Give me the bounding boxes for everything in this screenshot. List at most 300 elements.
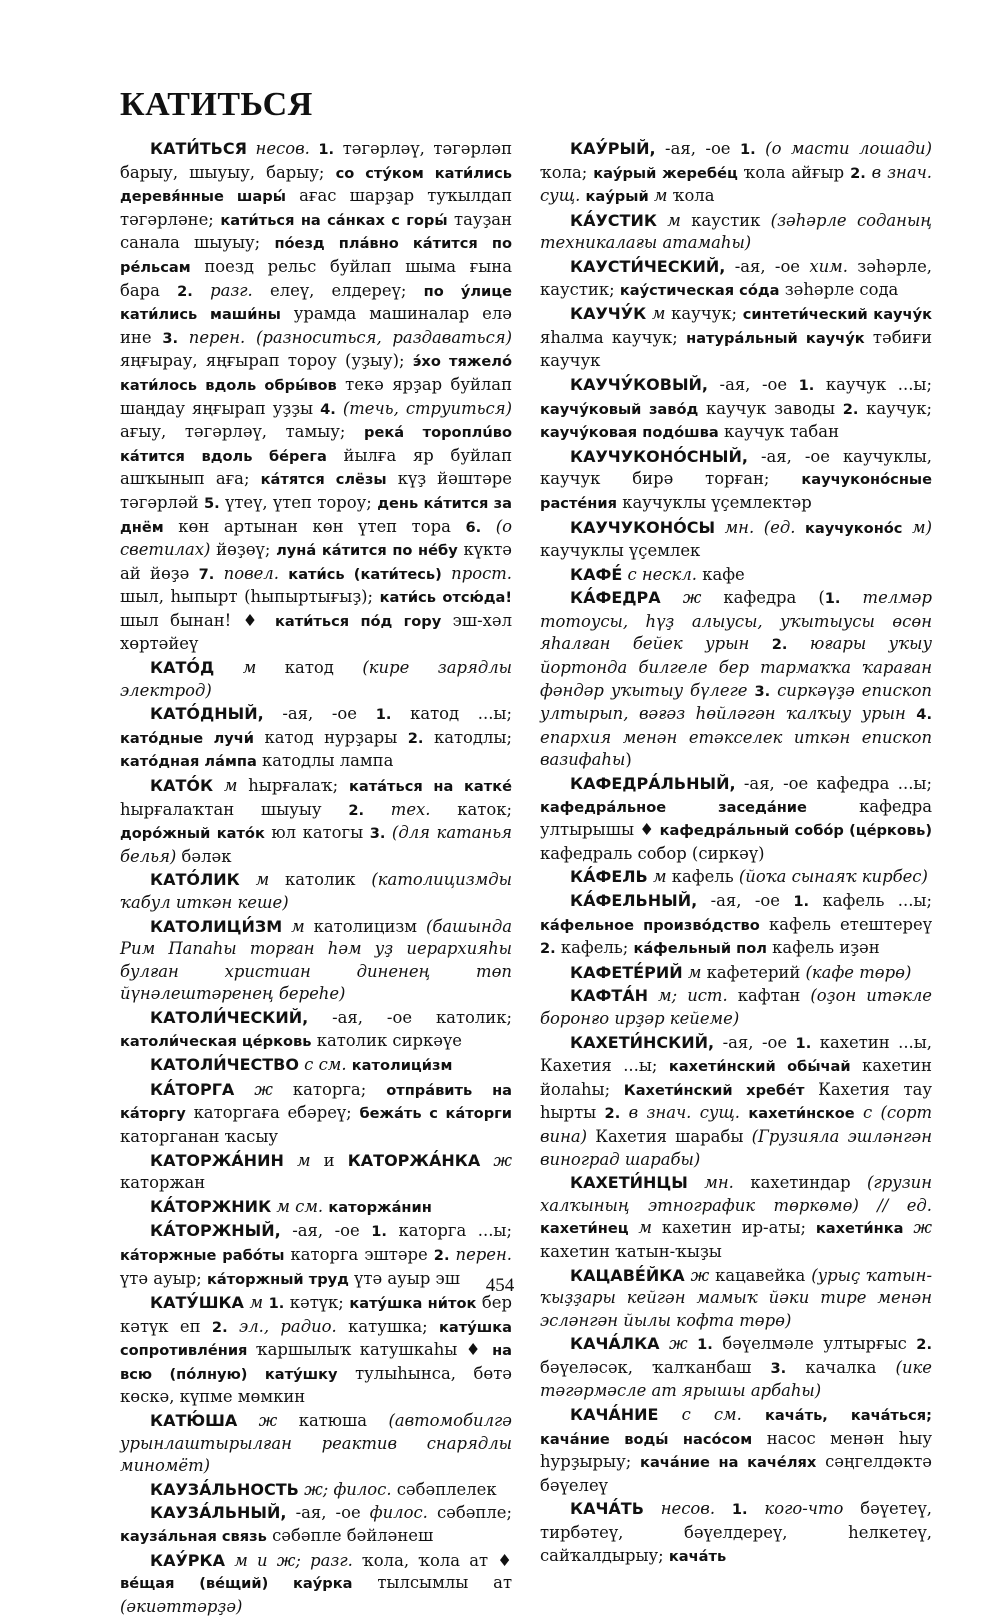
headword: КАТЮ́ША (150, 1411, 238, 1431)
italic-note: (башында Рим Папаһы торған һәм уҙ иерархияһы булған христиан диненең төп йүнәлештәренең береһе) (120, 916, 512, 1004)
text-run: кафель иҙән (766, 938, 880, 958)
bold-phrase: по у́лице кати́лись маши́ны (120, 282, 512, 324)
bold-phrase: день ка́тится за днём (120, 494, 512, 536)
text-run: бәүелмәле ултырғыс (712, 1334, 917, 1354)
italic-note: в знач. сущ. (620, 1103, 741, 1123)
text-run: ҡола; (540, 162, 594, 182)
headword: КАУЧУ́КОВЫЙ, (570, 374, 708, 394)
bold-phrase: кафедра́льное заседа́ние (540, 798, 807, 816)
text-run: бер кәтүк еп (120, 1293, 512, 1336)
text-run: бәләк (176, 846, 232, 866)
dictionary-entry (120, 138, 512, 656)
text-run: -ая, -ое (697, 891, 794, 910)
text-run: -ая, -ое (707, 374, 799, 394)
italic-note: филос. (369, 1503, 428, 1523)
dictionary-entry (120, 1079, 512, 1149)
text-run: каустик (680, 210, 771, 230)
headword: КАТОЛИ́ЧЕСКИЙ, (150, 1007, 309, 1027)
headword: КАТУ́ШКА (150, 1293, 244, 1313)
dictionary-entry (120, 1196, 512, 1220)
text-run: ҡола айғыр (737, 162, 851, 182)
text-run: каучук ...ы; (814, 374, 932, 394)
dictionary-entry (120, 775, 512, 868)
bold-phrase: 3. (770, 1359, 787, 1377)
headword: КАТОРЖА́НКА (347, 1150, 481, 1170)
headword: КАУ́РКА (150, 1550, 225, 1570)
bold-phrase: 1. (793, 893, 810, 910)
bold-phrase: 2. (211, 1318, 228, 1336)
headword: КАУЧУКОНО́СЫ (570, 517, 716, 537)
dictionary-entry (120, 1007, 512, 1053)
headword: КАЦАВЕ́ЙКА (570, 1265, 685, 1285)
italic-note: м; ист. (648, 986, 728, 1006)
bold-phrase: ката́ться на катке́ (348, 778, 512, 796)
headword: КАТО́К (150, 776, 214, 796)
dictionary-entry (120, 1410, 512, 1478)
bold-phrase: кача́ние на каче́лях (640, 1454, 817, 1472)
headword: КА́УСТИК (570, 210, 657, 230)
italic-note: м (647, 867, 667, 887)
bold-phrase: 1. (731, 1501, 748, 1519)
bold-phrase: като́дная ла́мпа (120, 753, 257, 771)
bold-phrase: 4. (320, 400, 336, 418)
italic-note: (кире зарядлы электрод) (120, 658, 512, 700)
text-run: -ая, -ое (655, 139, 740, 158)
headword: КАТОЛИ́ЧЕСТВО (150, 1055, 299, 1075)
bold-phrase: кача́ть (668, 1547, 727, 1565)
text-run: тулыһынса, бөтә көскә, күпме мөмкин (120, 1363, 512, 1407)
text-run: текә ярҙар буйлап шаңдау яңғырап уҙҙы (120, 374, 512, 418)
dictionary-entry (540, 587, 932, 772)
italic-note: (әкиәттәрҙә) (120, 1596, 243, 1616)
bold-phrase: 2. (916, 1336, 932, 1354)
dictionary-entry (540, 866, 932, 889)
headword: КАФЕТЕ́РИЙ (570, 962, 683, 982)
bold-phrase: кати́ться по́д гору (275, 612, 442, 630)
bold-phrase: 3. (754, 682, 771, 700)
text-run: кахетин ...ы, Кахетия ...ы; (540, 1032, 932, 1076)
dictionary-entry (120, 1502, 512, 1548)
text-run: каторга ...ы; (386, 1221, 513, 1241)
bold-phrase: ка́фельный пол (633, 940, 767, 958)
bold-phrase: бежа́ть с ка́торги (359, 1105, 513, 1123)
bold-phrase: э́хо тяжело́ кати́лось вдоль обры́вов (120, 353, 512, 394)
headword: КАФТА́Н (570, 986, 649, 1006)
dictionary-entry (120, 1292, 512, 1409)
headword: КАУЗА́ЛЬНЫЙ, (150, 1503, 287, 1523)
text-run: каучук табан (718, 422, 839, 442)
bold-phrase: 1. (795, 1034, 812, 1052)
italic-note: сиркәүҙә епископ ултырып, вәғәз һөйләгән ҡалҡыу урын (540, 680, 932, 724)
bold-phrase: 2. (771, 636, 788, 654)
text-run: кафедраль собор (сиркәү) (540, 843, 765, 863)
headword: КАТИ́ТЬСЯ (150, 139, 247, 158)
bold-phrase: кати́сь (кати́тесь) (288, 565, 442, 583)
text-run: кафель; (555, 938, 634, 958)
bold-phrase: луна́ ка́тится по не́бу (276, 542, 458, 560)
dictionary-entry (540, 1032, 932, 1172)
page-number: 454 (485, 1275, 515, 1296)
italic-note: м (656, 210, 681, 230)
italic-note: мн. (687, 1173, 734, 1193)
text-run (279, 564, 288, 583)
bold-phrase: 1. (375, 706, 392, 724)
text-run: катод ...ы; (391, 704, 512, 724)
headword: КАТО́Д (150, 658, 215, 678)
text-run: урамда машиналар елә ине (120, 304, 512, 347)
bold-phrase: кау́рый (585, 188, 649, 206)
text-run: сәбәпле; (427, 1503, 512, 1523)
bold-phrase: натура́льный каучу́к (686, 329, 865, 347)
bold-phrase: 2. (177, 282, 193, 300)
text-run: һырғалаҡ; (237, 776, 349, 796)
dictionary-entry (540, 1172, 932, 1263)
italic-note: (зәһәрле соданың техникалағы атамаһы) (540, 210, 932, 253)
headword: КАТО́ДНЫЙ, (150, 704, 264, 724)
dictionary-entry (540, 446, 932, 516)
text-run: елеү, елдереү; (252, 280, 424, 300)
headword: КАЧА́ЛКА (570, 1334, 660, 1354)
dictionary-entry (540, 1498, 932, 1568)
text-run: каучук; (858, 398, 933, 418)
italic-note: (грузин халҡының этнографик төркөмө) // ед. (540, 1173, 932, 1215)
bold-phrase: ка́фельное произво́дство (540, 916, 760, 934)
headword: КАЧА́ТЬ (570, 1499, 644, 1519)
text-run: католицизм (304, 916, 426, 936)
text-run: ) (625, 750, 632, 770)
italic-note: (йоҡа сынаяҡ кирбес) (738, 867, 928, 887)
headword: КАУЧУ́К (570, 304, 647, 324)
headword: КАХЕТИ́НЦЫ (570, 1173, 688, 1193)
text-run: и (310, 1150, 348, 1170)
headword: КА́ФЕЛЬНЫЙ, (570, 891, 698, 910)
left-column (120, 138, 512, 1619)
dictionary-entry (540, 985, 932, 1030)
headword: КА́ТОРГА (150, 1079, 235, 1099)
text-run: -ая, -ое (263, 704, 376, 724)
text-run: эш-хәл хөртәйеү (120, 610, 512, 654)
italic-note: (автомобилгә урынлаштырылған реактив снарядлы миномёт) (120, 1411, 512, 1476)
text-run: тауҙан санала шыуыу; (120, 209, 512, 253)
dictionary-entry (540, 773, 932, 865)
bold-phrase: кахети́нец (540, 1220, 629, 1238)
text-run: үтә ауыр; (120, 1268, 207, 1288)
text-run: каторгаға ебәреү; (185, 1103, 360, 1123)
bold-phrase: каучуконо́сные расте́ния (540, 471, 932, 512)
text-run: -ая, -ое каучуклы, каучук бирә торған; (540, 446, 932, 489)
italic-note: м (282, 916, 305, 936)
italic-note: юғары уҡыу йортонда билгеле бер тармаҡҡа ҡараған фәндәр уҡытыу бүлеге (540, 634, 933, 700)
bold-phrase: на всю (по́лную) кату́шку (120, 1342, 512, 1383)
bold-phrase: 5. (203, 494, 220, 512)
italic-note: ж (660, 588, 702, 608)
text-run: каучук заводы (698, 398, 843, 418)
text-run: күктә ай йөҙә (120, 540, 512, 583)
italic-note: с см. (658, 1405, 742, 1425)
italic-note: (кафе төрө) (805, 962, 912, 982)
headword: КАХЕТИ́НСКИЙ, (570, 1032, 715, 1052)
text-run: сәбәплелек (391, 1479, 497, 1499)
text-run: үтеү, үтеп тороу; (219, 492, 378, 512)
headword: КАТОРЖА́НИН (150, 1150, 284, 1170)
italic-note: м см. (271, 1196, 324, 1216)
text-run: кацавейка (709, 1265, 812, 1285)
text-run: тылсымлы ат (352, 1573, 513, 1593)
bold-phrase: кача́ть, кача́ться; кача́ние воды́ насо́сом (540, 1407, 932, 1448)
italic-note: тех. (364, 799, 431, 819)
text-run: кәтүк; (284, 1293, 350, 1313)
bold-phrase: синтети́ческий каучу́к (742, 306, 932, 324)
page-title: КАТИТЬСЯ (120, 86, 313, 123)
text-run: катодлы лампа (256, 751, 394, 771)
text-run: каторга эштәре (284, 1244, 434, 1264)
text-run: -ая, -ое (725, 256, 810, 276)
dictionary-entry (540, 1333, 932, 1403)
text-run: һырғалаҡтан шыуыу (120, 799, 349, 819)
bold-phrase: 2. (407, 729, 424, 747)
dictionary-entry (540, 564, 932, 587)
dictionary-entry (120, 657, 512, 702)
italic-note: (о масти лошади) (755, 139, 932, 158)
dictionary-entry (540, 210, 932, 255)
headword: КАТО́ЛИК (150, 870, 240, 890)
italic-note: ж (903, 1218, 932, 1238)
headword: КА́ФЕДРА (570, 588, 661, 608)
text-run: бәүеләсәк, ҡалҡанбаш (540, 1357, 771, 1377)
text-run: -ая, -ое кафедра ...ы; (735, 774, 932, 794)
italic-note: м (628, 1218, 653, 1238)
italic-note: ж (684, 1265, 710, 1285)
text-run: ағыу, тәгәрләү, тамыу; (120, 422, 365, 442)
bold-phrase: 1. (268, 1295, 285, 1313)
headword: КАФЕ́ (570, 564, 623, 584)
text-run: кафель ...ы; (809, 891, 932, 910)
text-run: шыл, һыпырт (һыпыртығыҙ); (120, 587, 380, 607)
text-run: күҙ йәштәре тәгәрләй (120, 469, 513, 512)
bold-phrase: 3. (162, 329, 179, 347)
headword: КА́ТОРЖНЫЙ, (150, 1221, 281, 1241)
italic-note: (течь, струиться) (335, 398, 512, 418)
text-run: үтә ауыр эш (348, 1268, 460, 1288)
bold-phrase: 2. (433, 1246, 450, 1264)
italic-note: ж (234, 1079, 273, 1099)
bold-phrase: отпра́вить на ка́торгу (120, 1081, 512, 1123)
italic-note: епархия менән етәкселек иткән епископ вазифаһы (540, 727, 932, 770)
italic-note: м (214, 658, 257, 678)
bold-phrase: каучу́ковая подо́шва (540, 424, 719, 442)
dictionary-entry (540, 303, 932, 373)
bold-phrase: кафедра́льный собо́р (це́рковь) (659, 822, 932, 840)
bold-phrase: ка́тятся слёзы (260, 471, 387, 489)
dictionary-entry (120, 1150, 512, 1195)
bold-phrase: 1. (371, 1223, 387, 1241)
dictionary-entry (120, 869, 512, 914)
bold-phrase: кахети́нское (748, 1105, 855, 1123)
text-run: католик (269, 870, 372, 890)
dictionary-entry (120, 916, 512, 1006)
italic-note: с см. (298, 1055, 347, 1075)
headword: КАФЕДРА́ЛЬНЫЙ, (570, 774, 736, 794)
italic-note: перен. (449, 1244, 512, 1264)
dictionary-entry (540, 1404, 932, 1497)
dictionary-entry (120, 1550, 512, 1619)
italic-note: повел. (214, 563, 279, 583)
text-run: катодлы; (423, 727, 512, 747)
italic-note: несов. (643, 1499, 716, 1519)
bold-phrase: кати́ться на са́нках с горы́ (220, 211, 448, 229)
italic-note: перен. (разноситься, раздаваться) (178, 327, 512, 347)
text-run: кафель (666, 867, 739, 887)
text-run: -ая, -ое католик; (308, 1007, 512, 1027)
bold-phrase: 2. (348, 801, 365, 819)
text-run: көн артынан көн үтеп тора (163, 516, 466, 536)
headword: КАЧА́НИЕ (570, 1405, 659, 1425)
italic-note: м (283, 1150, 311, 1170)
italic-note: (о светилах) (120, 516, 512, 560)
text-run: ҡола, ҡола ат ♦ (352, 1550, 513, 1570)
italic-note: (Грузияла эшләнгән виноград шарабы) (540, 1126, 932, 1169)
dictionary-entry (540, 374, 932, 445)
bold-phrase: като́дные лучи́ (120, 729, 255, 747)
bold-phrase: ка́торжные рабо́ты (120, 1246, 285, 1264)
text-run: кахетин ир-аты; (652, 1218, 816, 1238)
text-run: ағас шарҙар туҡылдап тәгәрләне; (120, 186, 513, 229)
bold-phrase: 2. (540, 940, 556, 958)
italic-note: м (213, 776, 238, 796)
text-run: яңғырау, яңғырап тороу (уҙыу); (120, 351, 413, 371)
text-run: сәбәпле бәйләнеш (266, 1526, 434, 1546)
text-run (688, 1334, 698, 1353)
text-run (715, 1499, 732, 1518)
bold-phrase: кату́шка ни́ток (349, 1295, 477, 1313)
italic-note: ж (237, 1411, 278, 1431)
text-run: катушка; (336, 1316, 440, 1336)
dictionary-entry (120, 703, 512, 774)
italic-note: (для катанья белья) (120, 823, 512, 866)
text-run: кафедра ултырышы ♦ (540, 796, 932, 840)
dictionary-entry (120, 1479, 512, 1502)
text-run: каторганан ҡасыу (120, 1126, 279, 1146)
text-run: йылға яр буйлап ашҡынып аға; (120, 445, 512, 489)
bold-phrase: кау́стическая со́да (619, 281, 780, 299)
text-run: кафетерий (701, 962, 806, 982)
italic-note: м (646, 304, 666, 324)
text-run: каучуклы үҫемлек (540, 541, 701, 561)
bold-phrase: 4. (916, 706, 932, 724)
italic-note: ж (659, 1334, 688, 1354)
text-run: тәгәрләү, тәгәрләп барыу, шыуыу, барыу; (120, 139, 512, 182)
bold-phrase: 1. (740, 141, 756, 158)
bold-phrase: Кахети́нский хребе́т (623, 1081, 805, 1099)
bold-phrase: каторжа́нин (328, 1198, 432, 1216)
text-run: яһалма каучук; (540, 327, 687, 347)
bold-phrase: католици́зм (351, 1057, 453, 1075)
bold-phrase: 2. (842, 400, 859, 418)
italic-note: телмәр тотоусы, һүҙ алыусы, уҡытыусы өсөн яһалған бейек урын (540, 588, 932, 654)
text-run: кафтан (727, 986, 811, 1006)
italic-note: ж; филос. (298, 1479, 392, 1499)
italic-note: разг. (192, 280, 253, 300)
bold-phrase: 7. (198, 565, 215, 583)
bold-phrase: кахети́нка (815, 1220, 904, 1238)
headword: КАУ́РЫЙ, (570, 139, 656, 158)
text-run: кахетиндар (733, 1173, 868, 1193)
italic-note: (урыҫ ҡатын-ҡыҙҙары кейгән мамыҡ йәки тире менән эсләнгән йылы кофта төрө) (540, 1265, 932, 1330)
italic-note: эл., радио. (227, 1316, 337, 1336)
bold-phrase: река́ тороплúво ка́тится вдоль бе́рега (120, 424, 512, 465)
dictionary-entry (120, 1054, 512, 1078)
text-run: кафель етештереү (759, 914, 932, 934)
bold-phrase: ве́щая (ве́щий) кау́рка (120, 1575, 353, 1593)
bold-phrase: по́езд пла́вно ка́тится по ре́льсам (120, 235, 512, 276)
text-run: сәңгелдәктә бәүелеү (540, 1452, 932, 1495)
bold-phrase: каучу́ковый заво́д (540, 400, 699, 418)
headword: КАУЗА́ЛЬНОСТЬ (150, 1479, 299, 1499)
text-run: каторга; (272, 1079, 387, 1099)
text-run: ҡола (667, 186, 715, 206)
dictionary-entry (540, 517, 932, 563)
dictionary-entry (540, 138, 932, 209)
text-run: каторжан (120, 1173, 206, 1193)
italic-note: м (648, 186, 668, 206)
text-run: тәбиғи каучук (540, 327, 932, 371)
bold-phrase: 1. (697, 1336, 713, 1354)
text-run: Кахетия тау һырты (540, 1079, 933, 1123)
bold-phrase: 2. (604, 1105, 621, 1123)
bold-phrase: кахети́нский обы́чай (668, 1058, 851, 1076)
italic-note: м (682, 962, 702, 982)
bold-phrase: кату́шка сопротивле́ния (120, 1318, 512, 1360)
text-run: насос менән һыу һурҙырыу; (540, 1428, 932, 1472)
text-run: католик сиркәүе (311, 1030, 462, 1050)
text-run: -ая, -ое (286, 1503, 370, 1523)
bold-phrase: доро́жный като́к (120, 825, 265, 843)
italic-note: кого-что (747, 1499, 844, 1519)
text-run: кафедра ( (701, 588, 825, 608)
bold-phrase: католи́ческая це́рковь (120, 1032, 312, 1050)
italic-note: в знач. сущ. (540, 162, 932, 206)
headword: КАТОЛИЦИ́ЗМ (150, 916, 283, 936)
text-run: кахетин йолаһы; (540, 1056, 932, 1099)
bold-phrase: каучуконо́с (804, 519, 903, 537)
right-column (540, 138, 932, 1569)
text-run: каток; (430, 799, 512, 819)
italic-note: с нескл. (622, 564, 697, 584)
bold-phrase: кати́сь отсю́да! (379, 589, 513, 607)
text-run: катод нурҙары (254, 727, 408, 747)
bold-phrase: со сту́ком кати́лись деревя́нные шары́ (120, 164, 512, 206)
text-run: каучук; (665, 304, 743, 324)
headword: КА́ФЕЛЬ (570, 867, 648, 887)
text-run: юл катогы (264, 823, 370, 843)
text-run: -ая, -ое (280, 1221, 372, 1241)
text-run: поезд рельс буйлап шыма ғына бара (120, 256, 512, 300)
text-run: качалка (786, 1357, 896, 1377)
text-run: ҡаршылыҡ катушкаһы ♦ (247, 1340, 493, 1360)
dictionary-entry (540, 962, 932, 985)
bold-phrase: 1. (798, 376, 815, 394)
text-run: йөҙөү; (210, 540, 277, 560)
italic-note: прост. (441, 563, 512, 583)
bold-phrase: 6. (465, 518, 482, 536)
italic-note: мн. (ед. (715, 517, 796, 537)
italic-note: м) (902, 517, 932, 537)
headword: КА́ТОРЖНИК (150, 1196, 272, 1216)
text-run: бәүетеү, тирбәтеү, бәүелдереү, һелкетеү, сайҡалдырыу; (540, 1499, 932, 1565)
italic-note: с (сорт вина) (540, 1103, 932, 1146)
dictionary-entry (540, 890, 932, 961)
text-run (742, 1405, 765, 1424)
